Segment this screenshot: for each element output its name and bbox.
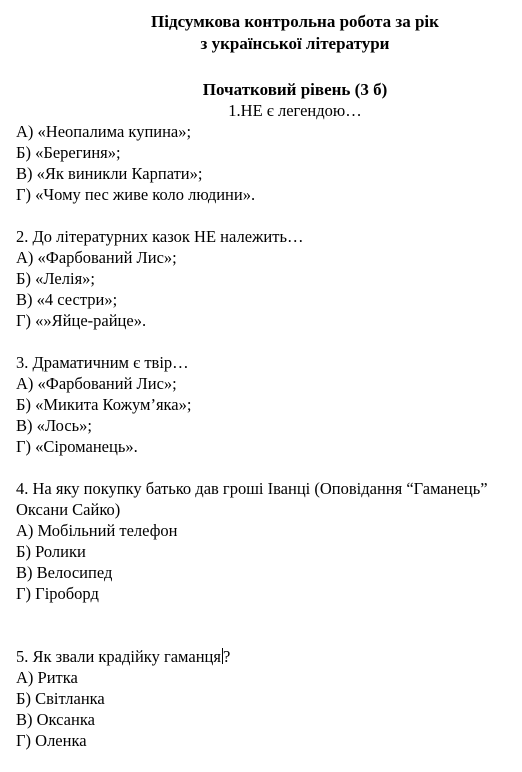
question-2-text: 2. До літературних казок НЕ належить…: [16, 227, 304, 246]
question-3-option-a: А) «Фарбований Лис»;: [16, 374, 177, 393]
question-1-option-d: Г) «Чому пес живе коло людини».: [16, 185, 256, 204]
question-4-text-line-2: Оксани Сайко): [16, 500, 121, 519]
question-5-option-a: А) Ритка: [16, 668, 78, 687]
question-1-option-b: Б) «Берегиня»;: [16, 143, 121, 162]
question-3-text: 3. Драматичним є твір…: [16, 353, 189, 372]
question-5-option-c: В) Оксанка: [16, 710, 95, 729]
question-2-option-c: В) «4 сестри»;: [16, 290, 118, 309]
question-5-text: [16, 647, 230, 667]
question-2-option-a: А) «Фарбований Лис»;: [16, 248, 177, 267]
question-1-text: 1.НЕ є легендою…: [228, 101, 362, 120]
question-3-option-d: Г) «Сіроманець».: [16, 437, 138, 456]
question-2-option-b: Б) «Лелія»;: [16, 269, 95, 288]
title-line-2: з української літератури: [200, 34, 390, 53]
question-5-option-d: Г) Оленка: [16, 731, 87, 750]
question-4-text-line-1: 4. На яку покупку батько дав гроші Іванці (Оповідання “Гаманець”: [16, 479, 488, 498]
question-4-option-b: Б) Ролики: [16, 542, 86, 561]
question-5-option-b: Б) Світланка: [16, 689, 105, 708]
section-heading: Початковий рівень (3 б): [202, 80, 388, 99]
question-5-text-main: 5. Як звали крадійку гаманця: [16, 647, 221, 666]
question-1-option-c: В) «Як виникли Карпати»;: [16, 164, 203, 183]
question-5-question-mark: ?: [222, 647, 231, 666]
question-3-option-c: В) «Лось»;: [16, 416, 92, 435]
question-2-option-d: Г) «»Яйце-райце».: [16, 311, 147, 330]
question-4-option-a: А) Мобільний телефон: [16, 521, 178, 540]
title-line-1: Підсумкова контрольна робота за рік: [151, 12, 439, 31]
question-1-option-a: А) «Неопалима купина»;: [16, 122, 192, 141]
question-4-option-d: Г) Гіроборд: [16, 584, 99, 603]
question-3-option-b: Б) «Микита Кожум’яка»;: [16, 395, 192, 414]
question-4-option-c: В) Велосипед: [16, 563, 113, 582]
